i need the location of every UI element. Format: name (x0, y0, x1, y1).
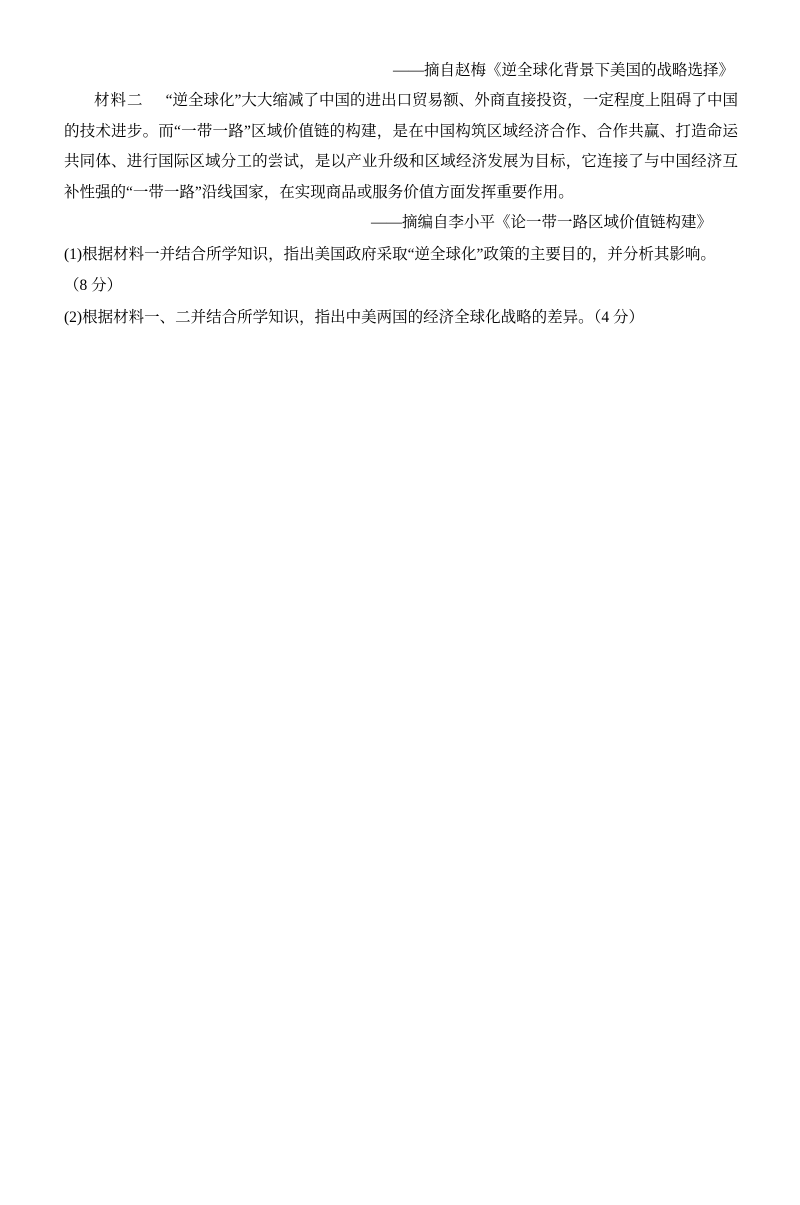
question-one-line-2: （8 分） (64, 276, 123, 294)
question-one-line-1: (1)根据材料一并结合所学知识，指出美国政府采取“逆全球化”政策的主要目的，并分析其影响。 (64, 246, 716, 263)
document-body (64, 56, 738, 334)
material-two-source: ——摘编自李小平《论一带一路区域价值链构建》 (370, 214, 712, 231)
material-two-text: “逆全球化”大大缩减了中国的进出口贸易额、外商直接投资，一定程度上阻碍了中国的技术进步。而“一带一路”区域价值链的构建，是在中国构筑区域经济合作、合作共赢、打造命运共同体、进行国际区域分工的尝试，是以产业升级和区域经济发展为目标，它连接了与中国经济互补性强的“一带一路”沿线国家，在实现商品或服务价值方面发挥重要作用。 (64, 92, 738, 201)
material-two-paragraph (64, 86, 738, 208)
material-one-source: ——摘自赵梅《逆全球化背景下美国的战略选择》 (392, 62, 734, 79)
material-two-label: 材料二 (94, 92, 144, 109)
question-two (64, 303, 738, 334)
question-two-line-1: (2)根据材料一、二并结合所学知识，指出中美两国的经济全球化战略的差异。（4 分） (64, 309, 644, 326)
question-one (64, 240, 738, 301)
